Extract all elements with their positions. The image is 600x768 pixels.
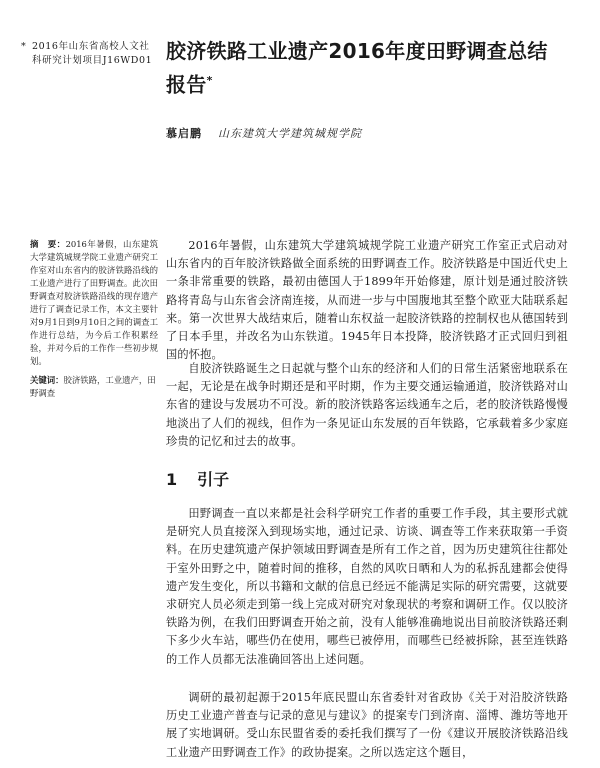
fund-marker: * <box>21 41 27 52</box>
fund-footnote <box>21 40 154 68</box>
section-title: 引子 <box>197 470 230 489</box>
body-paragraph-1: 2016年暑假，山东建筑大学建筑城规学院工业遗产研究工作室正式启动对山东省内的百年胶济铁路做全面系统的田野调查工作。胶济铁路是中国近代史上一条非常重要的铁路，最初由德国人于1899年开始修建，原计划是通过胶济铁路将青岛与山东省会济南连接，从而进一步与中国腹地其至整个欧亚大陆联系起来。第一次世界大战结束后，随着山东权益一起胶济铁路的控制权也从德国转到了日本手里，并改名为山东铁道。1945年日本投降，胶济铁路才正式回归到祖国的怀抱。 <box>166 239 568 362</box>
abstract-text: 2016年暑假，山东建筑大学建筑城规学院工业遗产研究工作室对山东省内的胶济铁路沿线的工业遗产进行了田野调查。此次田野调查对胶济铁路沿线的现存遗产进行了调查记录工作，本文主要针对9月1日到9月10日之间的调查工作进行总结，为今后工作积累经验，并对今后的工作作一些初步规划。 <box>30 239 158 366</box>
keywords <box>30 374 158 400</box>
section-heading <box>166 467 229 490</box>
body-paragraph-3: 田野调查一直以来都是社会科学研究工作者的重要工作手段，其主要形式就是研究人员直接深入到现场实地，通过记录、访谈、调查等工作来获取第一手资料。在历史建筑遗产保护领域田野调查是所有工作之首，因为历史建筑往往都处于室外田野之中，随着时间的推移，自然的风吹日晒和人为的私拆乱建都会使得遗产发生变化，所以书籍和文献的信息已经远不能满足实际的研究需要，这就要求研究人员必须走到第一线上完成对研究对象现状的考察和调研工作。仅以胶济铁路为例，在我们田野调查开始之前，没有人能够准确地说出目前胶济铁路还剩下多少火车站，哪些仍在使用，哪些已被停用，而哪些已经被拆除，甚至连铁路的工作人员都无法准确回答出上述问题。 <box>166 507 568 666</box>
fund-text: 2016年山东省高校人文社科研究计划项目J16WD01 <box>32 41 153 66</box>
title-marker: * <box>206 74 213 87</box>
author-affiliation: 山东建筑大学建筑城规学院 <box>218 127 362 140</box>
body-paragraph-4: 调研的最初起源于2015年底民盟山东省委针对省政协《关于对沿胶济铁路历史工业遗产普查与记录的意见与建议》的提案专门到济南、淄博、潍坊等地开展了实地调研。受山东民盟省委的委托我们撰写了一份《建议开展胶济铁路沿线工业遗产田野调查工作》的政协提案。之所以选定这个题目， <box>166 691 568 759</box>
keywords-label: 关键词： <box>30 375 64 385</box>
section-number: 1 <box>166 470 178 489</box>
article-title <box>166 36 566 100</box>
title-text: 胶济铁路工业遗产2016年度田野调查总结报告 <box>166 39 548 97</box>
abstract-label: 摘 要： <box>30 239 66 249</box>
abstract <box>30 238 158 368</box>
author-name: 慕启鹏 <box>166 127 202 140</box>
body-paragraph-2: 自胶济铁路诞生之日起就与整个山东的经济和人们的日常生活紧密地联系在一起，无论是在战争时期还是和平时期，作为主要交通运输通道，胶济铁路对山东省的建设与发展功不可没。新的胶济铁路客运线通车之后，老的胶济铁路慢慢地淡出了人们的视线，但作为一条见证山东发展的百年铁路，它承载着多少家庭珍贵的记忆和过去的故事。 <box>166 362 568 448</box>
author-line <box>166 125 566 141</box>
keywords-text: 胶济铁路，工业遗产，田野调查 <box>30 375 156 398</box>
